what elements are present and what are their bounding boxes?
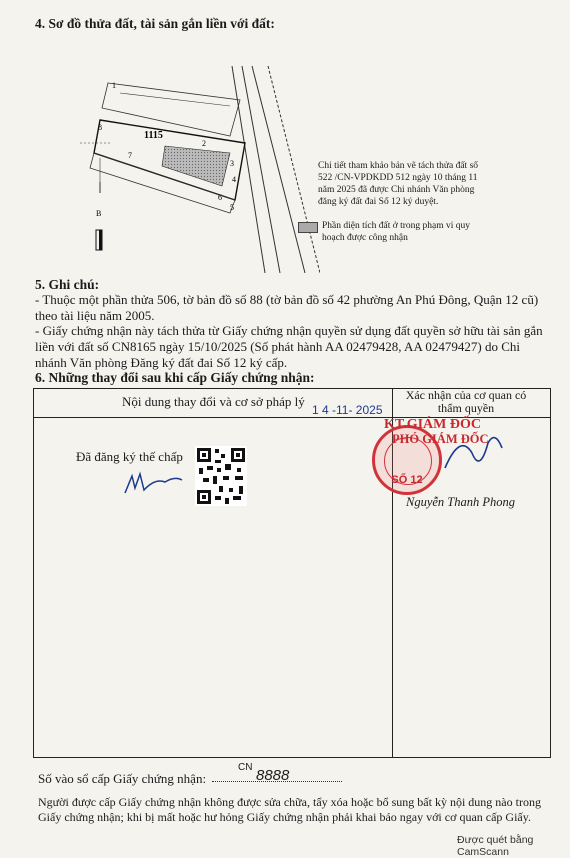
signer-name: Nguyễn Thanh Phong	[406, 495, 516, 509]
authority-line-1: KT.GIÁM ĐỐC	[384, 417, 481, 432]
entry-text: Đã đăng ký thế chấp	[76, 449, 183, 464]
stamp-text: SỐ 12	[391, 474, 423, 486]
note-line-2: - Giấy chứng nhận này tách thửa từ Giấy chứng nhận quyền sử dụng đất quyền sở hữu tài sản gắn liền với đất số CN8165 ngày 15/10/2025 (Số phát hành AA 02479428, AA 02479427) do Chi nhánh Văn phòng Đăng ký đất đai Số 12 ký cấp.	[35, 323, 543, 370]
col1-header: Nội dung thay đổi và cơ sở pháp lý	[122, 394, 305, 409]
map-point-6: 6	[218, 193, 222, 202]
parcel-map	[80, 58, 320, 273]
register-prefix: CN	[238, 762, 253, 773]
warning-text: Người được cấp Giấy chứng nhận không được sửa chữa, tẩy xóa hoặc bổ sung bất kỳ nội dung nào trong Giấy chứng nhận; khi bị mất hoặc hư hỏng Giấy chứng nhận phải khai báo ngay với cơ quan cấp Giấy.	[38, 795, 541, 824]
register-label: Số vào sổ cấp Giấy chứng nhận:	[38, 771, 207, 786]
section-5-title: 5. Ghi chú:	[35, 277, 100, 292]
map-point-4: 4	[232, 175, 236, 184]
map-label-b: B	[96, 209, 102, 218]
parcel-number: 1115	[144, 130, 163, 141]
map-point-3: 3	[230, 159, 234, 168]
entry-signature	[120, 468, 190, 498]
col2-header: Xác nhận của cơ quan có thẩm quyền	[405, 388, 527, 415]
map-legend: Phần diện tích đất ở trong phạm vi quy hoạch được công nhận	[322, 221, 471, 243]
note-line-1: - Thuộc một phần thửa 506, tờ bản đồ số 88 (tờ bản đồ số 42 phường An Phú Đông, Quận 12 cũ) theo tài liệu năm 2005.	[35, 292, 539, 323]
map-point-1: 1	[112, 81, 116, 90]
map-point-5: 5	[230, 203, 234, 212]
qr-code-icon	[195, 446, 247, 506]
authority-line-2: PHÓ GIÁM ĐỐC	[392, 432, 489, 446]
scanner-watermark: Được quét bằng CamScann	[457, 834, 534, 858]
legend-swatch	[298, 222, 318, 233]
map-point-7: 7	[128, 151, 132, 160]
change-date: 1 4 -11- 2025	[312, 403, 383, 417]
section-4-title: 4. Sơ đồ thửa đất, tài sản gắn liền với đất:	[35, 16, 275, 31]
section-6-title: 6. Những thay đổi sau khi cấp Giấy chứng nhận:	[35, 370, 315, 385]
register-number: 8888	[256, 767, 290, 784]
register-dotted-line	[212, 781, 342, 782]
authority-signature	[440, 428, 510, 478]
map-point-2: 2	[202, 139, 206, 148]
map-point-8: 8	[98, 123, 102, 132]
map-note: Chi tiết tham khảo bản vẽ tách thửa đất số 522 /CN-VPDKDD 512 ngày 10 tháng 11 năm 2025 đã được Chi nhánh Văn phòng đăng ký đất đai Số 12 ký duyệt.	[318, 161, 479, 207]
